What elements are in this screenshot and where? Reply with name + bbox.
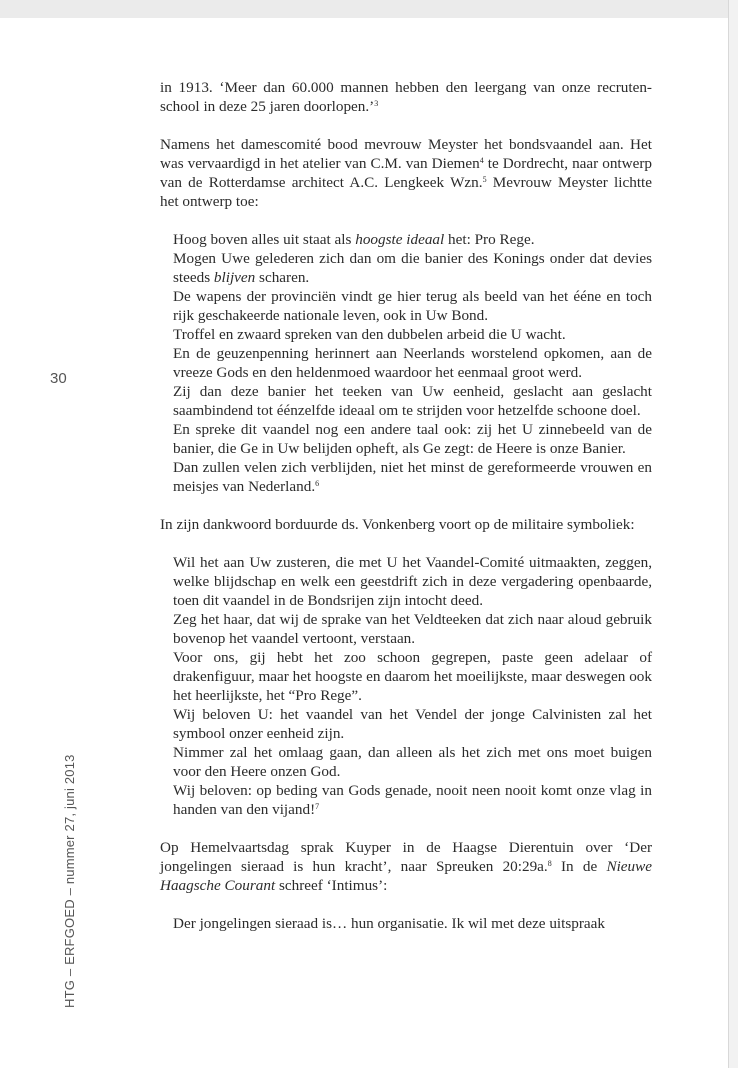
block-quote-3 <box>173 914 652 933</box>
quote-text: Hoog boven alles uit staat als <box>173 231 356 248</box>
footnote-ref: 6 <box>315 479 320 488</box>
quote-line <box>173 249 652 287</box>
paragraph-text: Op Hemelvaartsdag sprak Kuyper in de Haagse Dierentuin over ‘Der jongelingen sieraad is hun kracht’, naar Spreuken 20:29a. <box>160 839 652 875</box>
footnote-ref: 7 <box>315 802 320 811</box>
quote-text: Dan zullen velen zich verblijden, niet het minst de gereformeerde vrouwen en meisjes van Nederland. <box>173 459 652 495</box>
page-edge <box>728 0 738 1068</box>
footnote-ref: 3 <box>374 99 379 108</box>
running-head: HTG – ERFGOED – nummer 27, juni 2013 <box>62 754 77 1008</box>
emphasis: blijven <box>213 269 256 286</box>
body-text <box>160 78 652 933</box>
quote-line: Zij dan deze banier het teeken van Uw eenheid, geslacht aan geslacht saambindend tot éénzelfde ideaal om te strijden voor hetzelfde schoone doel. <box>173 383 652 419</box>
paragraph-3: In zijn dankwoord borduurde ds. Vonkenberg voort op de militaire symboliek: <box>160 516 635 533</box>
paragraph-text: Mevrouw Meyster lichtte het ontwerp toe: <box>160 174 653 210</box>
page-number: 30 <box>50 370 67 387</box>
quote-line: Troffel en zwaard spreken van den dubbelen arbeid die U wacht. <box>173 326 566 343</box>
paragraph-text: In de <box>551 858 607 875</box>
quote-line <box>173 781 652 819</box>
quote-line: Nimmer zal het omlaag gaan, dan alleen als het zich met ons moet buigen voor den Heere onzen God. <box>173 744 652 780</box>
quote-line: Voor ons, gij hebt het zoo schoon gegrepen, paste geen adelaar of drakenfiguur, maar het hoogste en daarom het moeilijkste, maar deswegen ook het heerlijkste, het “Pro Rege”. <box>173 649 652 704</box>
quote-text: Mogen Uwe gelederen zich dan om die banier des Konings onder dat devies steeds <box>173 250 652 286</box>
paragraph-text: te Dordrecht, naar ontwerp van de Rotterdamse architect A.C. Lengkeek Wzn. <box>160 155 652 191</box>
paragraph-text: Namens het damescomité bood mevrouw Meyster het bondsvaandel aan. Het was vervaardigd in het atelier van C.M. van Diemen <box>160 136 652 172</box>
quote-line: Zeg het haar, dat wij de sprake van het Veldteeken dat zich naar aloud gebruik bovenop het vaandel vertoont, verstaan. <box>173 611 652 647</box>
paragraph-text: schreef ‘Intimus’: <box>275 877 388 894</box>
paragraph-2 <box>160 135 652 211</box>
quote-line: Wij beloven U: het vaandel van het Vendel der jonge Calvinisten zal het symbool onzer eenheid zijn. <box>173 706 652 742</box>
quote-line <box>173 230 652 249</box>
quote-line: Wil het aan Uw zusteren, die met U het Vaandel-Comité uitmaakten, zeggen, welke blijdschap en welk een geestdrift zich in deze vergadering openbaarde, toen dit vaandel in de Bondsrijen zijn intocht deed. <box>173 554 652 609</box>
emphasis: hoogste ideaal <box>355 231 445 248</box>
block-quote-1 <box>173 230 652 496</box>
quote-line: En spreke dit vaandel nog een andere taal ook: zij het U zinnebeeld van de banier, die Ge in Uw belijden opheft, als Ge zegt: de Heere is onze Banier. <box>173 421 652 457</box>
footnote-ref: 5 <box>482 175 487 184</box>
quote-line: En de geuzenpenning herinnert aan Neerlands worstelend opkomen, aan de vreeze Gods en den heldenmoed waardoor het eenmaal groot werd. <box>173 345 652 381</box>
paragraph-4 <box>160 838 652 895</box>
footnote-ref: 4 <box>479 156 484 165</box>
emphasis: Nieuwe Haagsche Courant <box>160 858 653 894</box>
quote-line: De wapens der provinciën vindt ge hier terug als beeld van het ééne en toch rijk geschakeerde nationale leven, ook in Uw Bond. <box>173 288 652 324</box>
quote-text: het: Pro Rege. <box>444 231 535 248</box>
quote-line <box>173 458 652 496</box>
block-quote-2 <box>173 553 652 819</box>
paragraph-text: in 1913. ‘Meer dan 60.000 mannen hebben den leergang van onze recruten-school in deze 25 jaren doorlopen.’ <box>160 79 652 115</box>
quote-text: Wij beloven: op beding van Gods genade, nooit neen nooit komt onze vlag in handen van den vijand! <box>173 782 652 818</box>
page <box>0 18 728 1068</box>
quote-text: scharen. <box>255 269 310 286</box>
footnote-ref: 8 <box>547 859 552 868</box>
quote-line: Der jongelingen sieraad is… hun organisatie. Ik wil met deze uitspraak <box>173 915 606 932</box>
paragraph-1 <box>160 78 652 116</box>
